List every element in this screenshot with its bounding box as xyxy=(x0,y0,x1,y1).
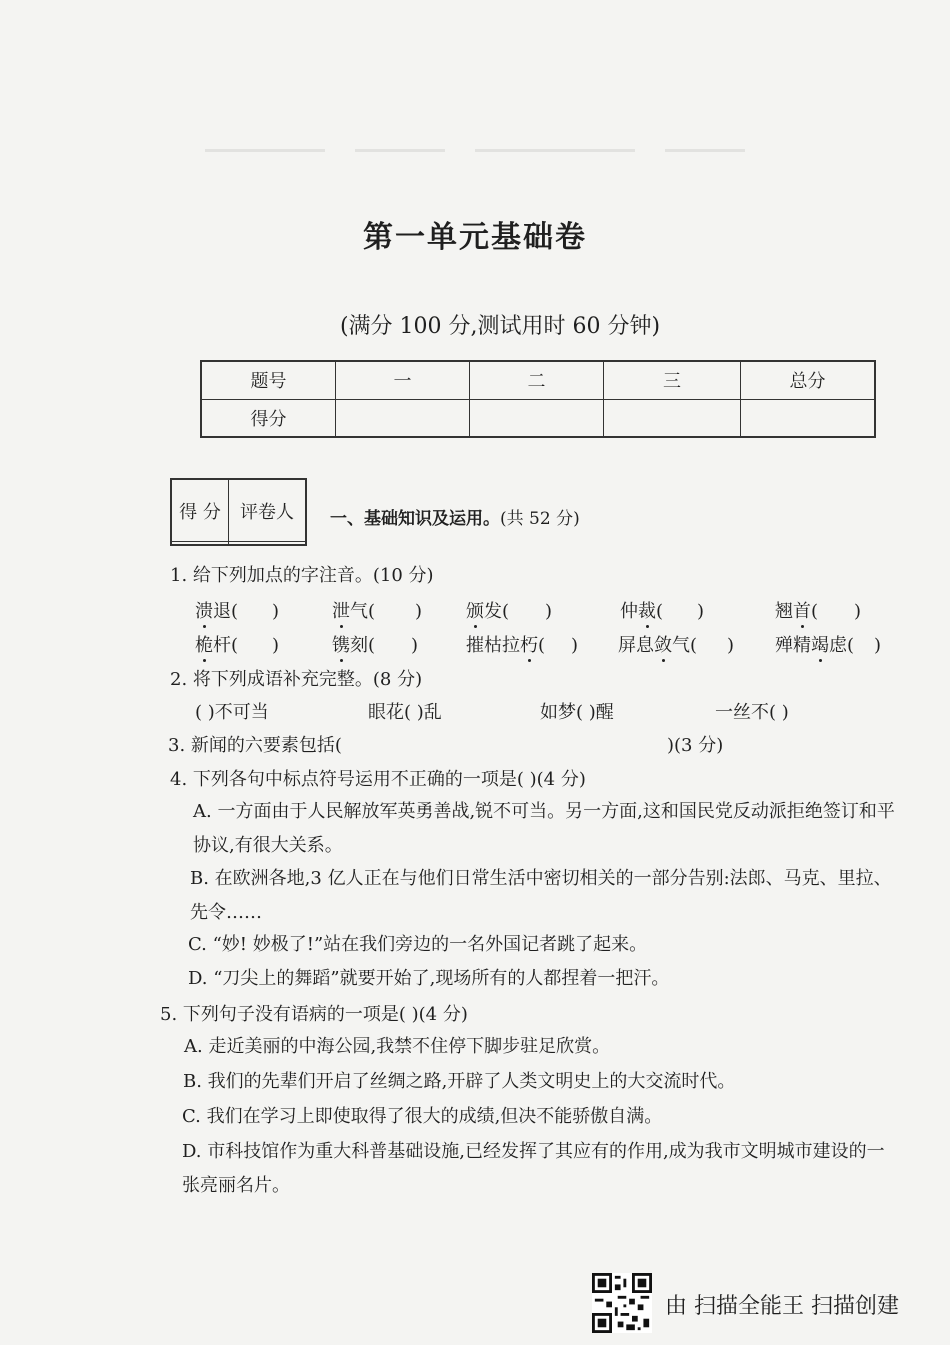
item-text: ( xyxy=(811,601,819,622)
item-text: 屏息 xyxy=(618,635,654,656)
question-5-option-a[interactable]: A. 走近美丽的中海公园,我禁不住停下脚步驻足欣赏。 xyxy=(184,1036,611,1057)
question-3-stem: 3. 新闻的六要素包括( xyxy=(168,735,342,756)
idiom-item[interactable]: ( )不可当 xyxy=(195,702,269,723)
pinyin-item[interactable] xyxy=(618,631,734,657)
score-table-cell: 总分 xyxy=(741,361,876,399)
score-table-cell: 得分 xyxy=(201,399,336,437)
question-2-stem: 2. 将下列成语补充完整。(8 分) xyxy=(170,669,423,690)
grader-blank-cell[interactable] xyxy=(229,542,307,545)
pinyin-item[interactable] xyxy=(195,597,279,623)
item-text: ) xyxy=(272,635,280,656)
idiom-item[interactable]: 一丝不( ) xyxy=(715,702,789,723)
score-blank-cell[interactable] xyxy=(470,399,604,437)
item-text: ) xyxy=(854,601,862,622)
item-text: 气( xyxy=(672,635,698,656)
dotted-char: 颁 xyxy=(466,601,484,622)
question-3-tail: )(3 分) xyxy=(667,735,724,756)
question-4-option-d[interactable]: D. “刀尖上的舞蹈”就要开始了,现场所有的人都捏着一把汗。 xyxy=(188,968,670,989)
dotted-char: 桅 xyxy=(195,635,213,656)
question-5-option-d[interactable]: D. 市科技馆作为重大科普基础设施,已经发挥了其应有的作用,成为我市文明城市建设的一张亮丽名片。 xyxy=(182,1141,885,1196)
question-4-option-c[interactable]: C. “妙! 妙极了!”站在我们旁边的一名外国记者跳了起来。 xyxy=(188,934,648,955)
item-text: 杆( xyxy=(213,635,239,656)
pinyin-item[interactable] xyxy=(332,597,422,623)
pinyin-item[interactable] xyxy=(466,631,578,657)
bleed-through-text xyxy=(205,140,905,170)
dotted-char: 敛 xyxy=(654,635,672,656)
item-text: ( xyxy=(656,601,664,622)
score-table xyxy=(200,360,876,438)
pinyin-item[interactable] xyxy=(195,631,279,657)
score-table-cell: 二 xyxy=(470,361,604,399)
item-text: ) xyxy=(697,601,705,622)
pinyin-item[interactable] xyxy=(620,597,704,623)
item-text: ) xyxy=(545,601,553,622)
dotted-char: 首 xyxy=(793,601,811,622)
score-blank-cell[interactable] xyxy=(604,399,741,437)
grader-table xyxy=(170,478,307,546)
item-text: 刻( xyxy=(350,635,376,656)
score-blank-cell[interactable] xyxy=(336,399,470,437)
question-1-stem: 1. 给下列加点的字注音。(10 分) xyxy=(170,565,434,586)
score-table-cell: 一 xyxy=(336,361,470,399)
dotted-char: 镌 xyxy=(332,635,350,656)
question-4-option-a[interactable]: A. 一方面由于人民解放军英勇善战,锐不可当。另一方面,这和国民党反动派拒绝签订和平协议,有很大关系。 xyxy=(193,801,895,856)
page-title: 第一单元基础卷 xyxy=(363,220,587,255)
item-text: ) xyxy=(415,601,423,622)
question-4-option-b[interactable]: B. 在欧洲各地,3 亿人正在与他们日常生活中密切相关的一部分告别:法郎、马克、里拉、先令…… xyxy=(190,868,892,923)
dotted-char: 裁 xyxy=(638,601,656,622)
score-table-cell: 题号 xyxy=(201,361,336,399)
item-text: ) xyxy=(272,601,280,622)
idiom-item[interactable]: 如梦( )醒 xyxy=(540,702,614,723)
score-blank-cell[interactable] xyxy=(741,399,876,437)
idiom-item[interactable]: 眼花( )乱 xyxy=(368,702,442,723)
section-heading xyxy=(330,504,580,529)
pinyin-item[interactable] xyxy=(332,631,418,657)
score-table-score-row xyxy=(201,399,875,437)
watermark-text: 由 扫描全能王 扫描创建 xyxy=(665,1294,899,1319)
item-text: ) xyxy=(874,635,882,656)
item-text: ( xyxy=(538,635,546,656)
dotted-char: 竭 xyxy=(811,635,829,656)
item-text: 翘 xyxy=(775,601,793,622)
section-points: (共 52 分) xyxy=(500,509,580,529)
item-text: ) xyxy=(411,635,419,656)
item-text: 殚精 xyxy=(775,635,811,656)
item-text: 仲 xyxy=(620,601,638,622)
score-table-cell: 三 xyxy=(604,361,741,399)
page-subtitle: (满分 100 分,测试用时 60 分钟) xyxy=(339,314,661,339)
dotted-char: 溃 xyxy=(195,601,213,622)
question-5-option-c[interactable]: C. 我们在学习上即使取得了很大的成绩,但决不能骄傲自满。 xyxy=(182,1106,663,1127)
grader-table-score-label: 得 分 xyxy=(171,479,229,542)
item-text: ) xyxy=(571,635,579,656)
question-5-stem: 5. 下列句子没有语病的一项是( )(4 分) xyxy=(160,1004,468,1025)
item-text: 气( xyxy=(350,601,376,622)
pinyin-item[interactable] xyxy=(775,631,881,657)
dotted-char: 泄 xyxy=(332,601,350,622)
score-table-header-row xyxy=(201,361,875,399)
question-5-option-b[interactable]: B. 我们的先辈们开启了丝绸之路,开辟了人类文明史上的大交流时代。 xyxy=(183,1071,736,1092)
pinyin-item[interactable] xyxy=(466,597,552,623)
dotted-char: 朽 xyxy=(520,635,538,656)
item-text: ) xyxy=(727,635,735,656)
item-text: 虑( xyxy=(829,635,855,656)
item-text: 摧枯拉 xyxy=(466,635,520,656)
pinyin-item[interactable] xyxy=(775,597,861,623)
grader-table-grader-label: 评卷人 xyxy=(229,479,307,542)
section-title: 一、基础知识及运用。 xyxy=(330,509,500,529)
question-4-stem: 4. 下列各句中标点符号运用不正确的一项是( )(4 分) xyxy=(170,769,586,790)
grader-blank-cell[interactable] xyxy=(171,542,229,545)
qr-code-icon xyxy=(592,1273,652,1333)
item-text: 发( xyxy=(484,601,510,622)
item-text: 退( xyxy=(213,601,239,622)
